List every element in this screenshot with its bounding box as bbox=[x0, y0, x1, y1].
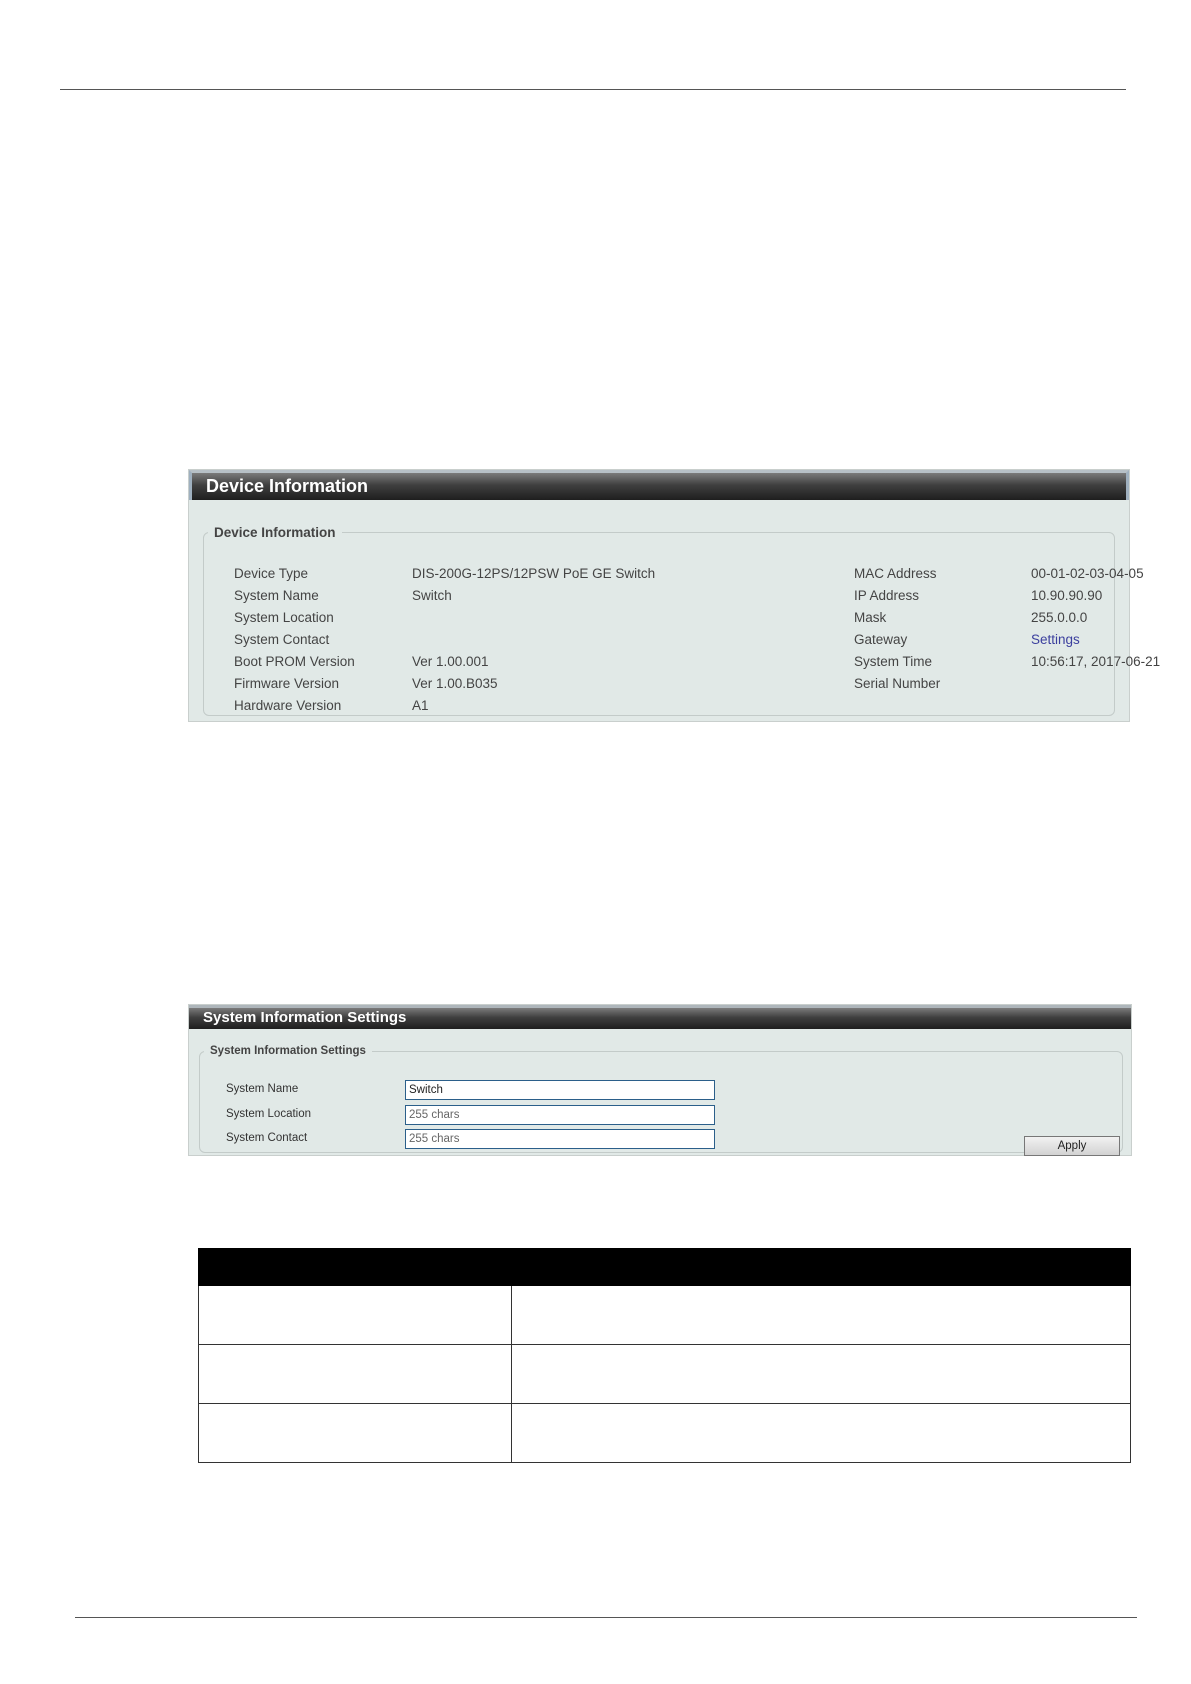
table-cell bbox=[512, 1286, 1131, 1345]
table-cell bbox=[199, 1404, 512, 1463]
system-location-input[interactable] bbox=[405, 1105, 715, 1125]
system-information-settings-legend: System Information Settings bbox=[210, 1045, 366, 1057]
system-information-settings-panel bbox=[188, 1004, 1132, 1156]
boot-prom-version-label: Boot PROM Version bbox=[234, 654, 355, 669]
footer-rule bbox=[75, 1617, 1137, 1618]
ip-address-label: IP Address bbox=[854, 588, 920, 603]
device-type-label: Device Type bbox=[234, 566, 309, 581]
mask-value: 255.0.0.0 bbox=[1031, 610, 1088, 625]
system-time-label: System Time bbox=[854, 654, 933, 669]
parameter-table bbox=[198, 1248, 1131, 1463]
system-location-label: System Location bbox=[234, 610, 334, 625]
device-information-fieldset bbox=[203, 525, 1161, 716]
system-name-label: System Name bbox=[234, 588, 319, 603]
gateway-settings-link[interactable]: Settings bbox=[1031, 632, 1080, 647]
system-time-value: 10:56:17, 2017-06-21 bbox=[1031, 654, 1161, 669]
apply-button[interactable]: Apply bbox=[1024, 1136, 1120, 1156]
table-row bbox=[199, 1286, 1131, 1345]
device-information-legend: Device Information bbox=[214, 525, 336, 540]
device-type-value: DIS-200G-12PS/12PSW PoE GE Switch bbox=[412, 566, 656, 581]
system-contact-input[interactable] bbox=[405, 1129, 715, 1149]
system-name-field-label: System Name bbox=[226, 1083, 299, 1095]
mask-label: Mask bbox=[854, 610, 887, 625]
mac-address-value: 00-01-02-03-04-05 bbox=[1031, 566, 1144, 581]
gateway-label: Gateway bbox=[854, 632, 908, 647]
device-information-panel bbox=[188, 469, 1161, 722]
system-name-input[interactable] bbox=[405, 1080, 715, 1100]
firmware-version-value: Ver 1.00.B035 bbox=[412, 676, 498, 691]
boot-prom-version-value: Ver 1.00.001 bbox=[412, 654, 489, 669]
table-row bbox=[199, 1404, 1131, 1463]
serial-number-label: Serial Number bbox=[854, 676, 941, 691]
table-cell bbox=[199, 1286, 512, 1345]
table-header-cell bbox=[199, 1249, 512, 1286]
system-name-value: Switch bbox=[412, 588, 452, 603]
hardware-version-value: A1 bbox=[412, 698, 429, 713]
hardware-version-label: Hardware Version bbox=[234, 698, 342, 713]
device-information-title: Device Information bbox=[189, 470, 1129, 500]
system-contact-label: System Contact bbox=[234, 632, 330, 647]
table-header-row bbox=[199, 1249, 1131, 1286]
table-header-cell bbox=[512, 1249, 1131, 1286]
system-information-settings-fieldset bbox=[199, 1045, 1123, 1153]
firmware-version-label: Firmware Version bbox=[234, 676, 340, 691]
system-contact-field-label: System Contact bbox=[226, 1132, 308, 1144]
ip-address-value: 10.90.90.90 bbox=[1031, 588, 1103, 603]
system-information-settings-title: System Information Settings bbox=[189, 1005, 1131, 1029]
mac-address-label: MAC Address bbox=[854, 566, 937, 581]
header-rule bbox=[60, 89, 1126, 90]
table-cell bbox=[512, 1404, 1131, 1463]
system-location-field-label: System Location bbox=[226, 1108, 312, 1120]
table-cell bbox=[512, 1345, 1131, 1404]
table-row bbox=[199, 1345, 1131, 1404]
table-cell bbox=[199, 1345, 512, 1404]
